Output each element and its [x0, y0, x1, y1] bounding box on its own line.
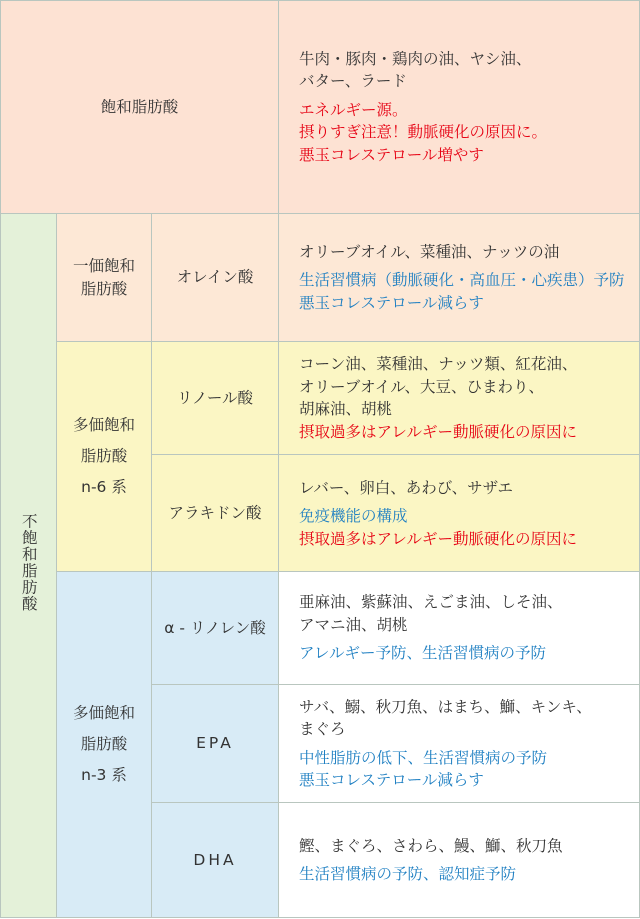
alpha-linolenic-food-line-2: アマニ油、胡桃: [299, 615, 408, 634]
saturated-food-line-2: バター、ラード: [299, 72, 407, 91]
linoleic-effect-1: 摂取過多はアレルギー動脈硬化の原因に: [299, 422, 577, 441]
mono-label-line-2: 脂肪酸: [80, 279, 128, 298]
arachidonic-acid-name: [152, 455, 279, 572]
alpha-linolenic-food-line-1: 亜麻油、紫蘇油、えごま油、しそ油、: [299, 593, 563, 612]
dha-acid-name: [152, 803, 279, 918]
linoleic-row: [1, 341, 640, 455]
n6-label: [57, 341, 152, 571]
saturated-row: [1, 1, 640, 214]
oleic-acid-text: オレイン酸: [176, 268, 254, 287]
epa-food-line-1: サバ、鰯、秋刀魚、はまち、鰤、キンキ、: [299, 697, 592, 716]
n3-label-line-2: 脂肪酸: [80, 735, 128, 754]
dha-acid-text: DHA: [193, 850, 237, 869]
alpha-linolenic-effect-1: アレルギー予防、生活習慣病の予防: [299, 644, 546, 663]
arachidonic-acid-text: アラキドン酸: [168, 504, 262, 523]
alpha-linolenic-acid-name: [152, 572, 279, 685]
saturated-effect-1: エネルギー源。: [299, 100, 408, 119]
arachidonic-effect-red-1: 摂取過多はアレルギー動脈硬化の原因に: [299, 529, 577, 548]
linoleic-food-line-1: コーン油、菜種油、ナッツ類、紅花油、: [299, 355, 578, 374]
linoleic-acid-text: リノール酸: [176, 388, 254, 407]
epa-effect-1: 中性脂肪の低下、生活習慣病の予防: [299, 748, 548, 767]
alpha-linolenic-acid-text: α - リノレン酸: [164, 618, 266, 637]
saturated-label: [1, 1, 279, 214]
arachidonic-description: [279, 455, 640, 572]
saturated-effect-2: 摂りすぎ注意！動脈硬化の原因に。: [299, 123, 548, 142]
n3-label: [57, 572, 152, 918]
linoleic-food-line-3: 胡麻油、胡桃: [299, 400, 393, 419]
arachidonic-effect-blue-1: 免疫機能の構成: [299, 507, 408, 526]
oleic-effect-2: 悪玉コレステロール減らす: [299, 293, 484, 312]
epa-acid-text: EPA: [196, 734, 234, 753]
epa-effect-2: 悪玉コレステロール減らす: [299, 770, 484, 789]
linoleic-food-line-2: オリーブオイル、大豆、ひまわり、: [299, 377, 545, 396]
unsaturated-label-text: 不飽和脂肪酸: [19, 512, 38, 612]
oleic-description: [279, 214, 640, 342]
linoleic-acid-name: [152, 341, 279, 455]
n3-label-line-3: n-3 系: [81, 766, 127, 785]
saturated-description: [279, 1, 640, 214]
alpha-linolenic-description: [279, 572, 640, 685]
dha-effect-1: 生活習慣病の予防、認知症予防: [299, 865, 517, 884]
mono-label: [57, 214, 152, 342]
n6-label-line-1: 多価飽和: [72, 415, 135, 434]
dha-description: [279, 803, 640, 918]
alpha-linolenic-row: [1, 572, 640, 685]
epa-description: [279, 684, 640, 803]
saturated-food-line-1: 牛肉・豚肉・鶏肉の油、ヤシ油、: [299, 49, 532, 68]
dha-food-line-1: 鰹、まぐろ、さわら、鰻、鰤、秋刀魚: [299, 836, 563, 855]
saturated-label-text: 飽和脂肪酸: [100, 97, 179, 116]
linoleic-description: [279, 341, 640, 455]
mono-label-line-1: 一価飽和: [72, 257, 135, 276]
oleic-acid-name: [152, 214, 279, 342]
n6-label-line-2: 脂肪酸: [80, 446, 128, 465]
oleic-row: [1, 214, 640, 342]
arachidonic-food-line-1: レバー、卵白、あわび、サザエ: [299, 478, 514, 497]
n6-label-line-3: n-6 系: [81, 477, 127, 496]
epa-acid-name: [152, 684, 279, 803]
epa-food-line-2: まぐろ: [299, 720, 346, 739]
oleic-effect-1: 生活習慣病（動脈硬化・高血圧・心疾患）予防: [299, 271, 625, 290]
saturated-effect-3: 悪玉コレステロール増やす: [299, 145, 484, 164]
n3-label-line-1: 多価飽和: [72, 704, 135, 723]
oleic-food-line-1: オリーブオイル、菜種油、ナッツの油: [299, 242, 560, 261]
unsaturated-label: [1, 214, 57, 918]
